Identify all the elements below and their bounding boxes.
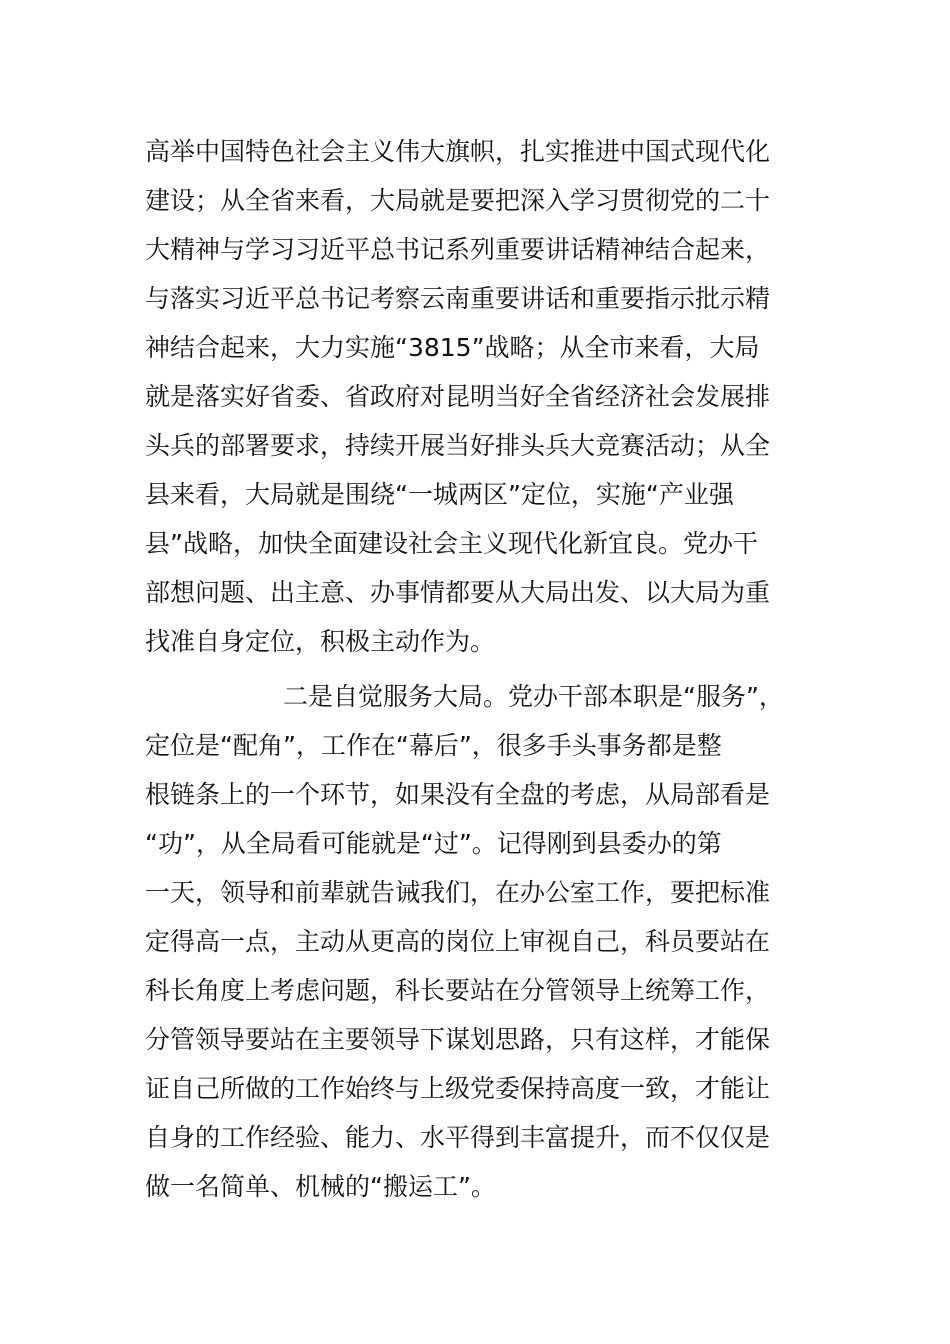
text-line: 与落实习近平总书记考察云南重要讲话和重要指示批示精 [145,284,771,313]
text-line: “功”，从全局看可能就是“过”。记得刚到县委办的第 [145,829,722,858]
text-line: 找准自身定位，积极主动作为。 [145,627,496,656]
text-line: 证自己所做的工作始终与上级党委保持高度一致，才能让 [145,1074,771,1103]
text-line: 县”战略，加快全面建设社会主义现代化新宜良。党办干 [145,529,758,558]
text-line: 建设；从全省来看，大局就是要把深入学习贯彻党的二十 [145,186,771,215]
text-line: 自身的工作经验、能力、水平得到丰富提升，而不仅仅是 [145,1123,771,1152]
text-line: 根链条上的一个环节，如果没有全盘的考虑，从局部看是 [145,780,771,809]
text-line: 做一名简单、机械的“搬运工”。 [145,1172,496,1201]
paragraph-first-line: 二是自觉服务大局。党办干部本职是“服务”， [283,682,784,711]
text-line: 神结合起来，大力实施“3815”战略；从全市来看，大局 [145,333,760,362]
text-line: 定位是“配角”，工作在“幕后”，很多手头事务都是整 [145,731,722,760]
text-line: 县来看，大局就是围绕“一城两区”定位，实施“产业强 [145,480,734,509]
text-line: 高举中国特色社会主义伟大旗帜，扎实推进中国式现代化 [145,137,771,166]
text-line: 分管领导要站在主要领导下谋划思路，只有这样，才能保 [145,1025,771,1054]
text-line: 定得高一点，主动从更高的岗位上审视自己，科员要站在 [145,927,771,956]
text-line: 科长角度上考虑问题，科长要站在分管领导上统筹工作， [145,976,771,1005]
text-line: 就是落实好省委、省政府对昆明当好全省经济社会发展排 [145,382,771,411]
text-line: 一天，领导和前辈就告诫我们，在办公室工作，要把标准 [145,878,771,907]
text-line: 大精神与学习习近平总书记系列重要讲话精神结合起来， [145,235,771,264]
text-line: 头兵的部署要求，持续开展当好排头兵大竞赛活动；从全 [145,431,771,460]
text-line: 部想问题、出主意、办事情都要从大局出发、以大局为重 [145,578,771,607]
